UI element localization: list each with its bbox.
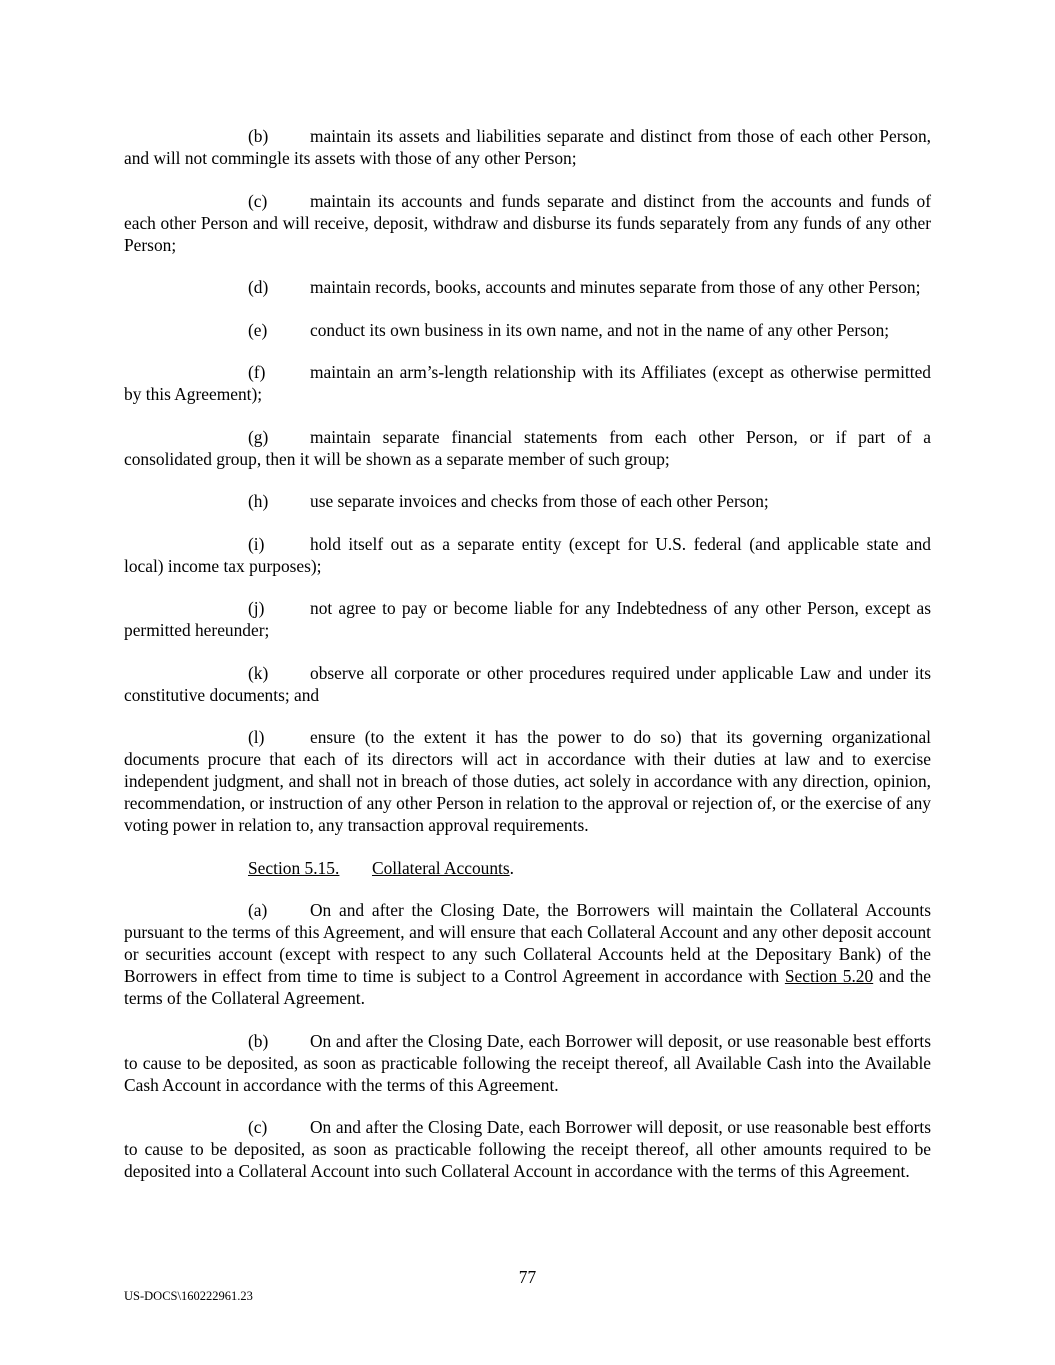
clause-j xyxy=(124,597,931,641)
clause-c xyxy=(124,190,931,256)
clause-b xyxy=(124,125,931,169)
clause-label: (j) xyxy=(248,598,265,618)
clause-label: (d) xyxy=(248,277,269,297)
page-number: 77 xyxy=(518,1267,537,1287)
clause-text: On and after the Closing Date, each Borrower will deposit, or use reasonable best efforts to cause to be deposited, as soon as practicable following the receipt thereof, all other amounts required to be deposited into a Collateral Account into such Collateral Account in accordance with the terms of this Agreement. xyxy=(124,1117,931,1181)
clause-label: (c) xyxy=(248,190,268,211)
clause-text: hold itself out as a separate entity (except for U.S. federal (and applicable state and local) income tax purposes); xyxy=(124,533,931,576)
clause-text: use separate invoices and checks from those of each other Person; xyxy=(310,491,769,511)
clause-e xyxy=(124,319,931,341)
clause-label: (b) xyxy=(248,1030,269,1051)
section-clause-b xyxy=(124,1030,931,1096)
clause-label: (l) xyxy=(248,727,265,747)
clause-f xyxy=(124,361,931,405)
clause-h xyxy=(124,490,931,512)
clause-text: maintain its accounts and funds separate and distinct from the accounts and funds of each other Person and will receive, deposit, withdraw and disburse its funds separately from any funds of any other Person; xyxy=(124,190,931,255)
clause-label: (k) xyxy=(248,662,269,683)
clause-text-before: On and after the Closing Date, the Borrowers will maintain the Collateral Accounts pursuant to the terms of this Agreement, and will ensure that each Collateral Account and any other deposit account or securities account (except with respect to any such Collateral Accounts held at the Depositary Bank) of the Borrowers in effect from time to time is subject to a Control Agreement in accordance with xyxy=(124,900,931,986)
section-number-text: Section 5.15. xyxy=(248,857,340,878)
clause-d xyxy=(124,276,931,298)
section-clause-a xyxy=(124,899,931,1009)
section-clause-c xyxy=(124,1116,931,1182)
section-heading xyxy=(124,857,931,879)
clause-text: conduct its own business in its own name, and not in the name of any other Person; xyxy=(310,319,890,340)
clause-label: (g) xyxy=(248,426,269,447)
section-number xyxy=(248,857,372,879)
section-title: Collateral Accounts xyxy=(372,857,510,878)
document-id-footer: US-DOCS\160222961.23 xyxy=(124,1289,253,1303)
clause-text-after: and the terms of the Collateral Agreement. xyxy=(124,966,931,1008)
clause-text: ensure (to the extent it has the power to do so) that its governing organizational documents procure that each of its directors will act in accordance with their duties at law and to exercise independent judgment, and shall not in breach of those duties, act solely in accordance with any direction, opinion, recommendation, or instruction of any other Person in relation to the approval or rejection of, or the exercise of any voting power in relation to, any transaction approval requirements. xyxy=(124,727,931,835)
clause-label: (e) xyxy=(248,319,268,340)
clause-text: observe all corporate or other procedures required under applicable Law and under its constitutive documents; and xyxy=(124,662,931,705)
clause-g xyxy=(124,426,931,470)
clause-label: (f) xyxy=(248,362,266,382)
section-reference-link: Section 5.20 xyxy=(784,966,874,986)
clause-label: (b) xyxy=(248,126,269,146)
clause-l xyxy=(124,726,931,836)
clause-label: (i) xyxy=(248,533,265,554)
clause-i xyxy=(124,533,931,577)
clause-label: (a) xyxy=(248,900,268,920)
clause-text: maintain an arm’s-length relationship with its Affiliates (except as otherwise permitted by this Agreement); xyxy=(124,362,931,404)
clause-text: not agree to pay or become liable for any Indebtedness of any other Person, except as permitted hereunder; xyxy=(124,598,931,640)
section-title-suffix: . xyxy=(509,857,514,878)
clause-text: On and after the Closing Date, each Borrower will deposit, or use reasonable best efforts to cause to be deposited, as soon as practicable following the receipt thereof, all Available Cash into the Available Cash Account in accordance with the terms of this Agreement. xyxy=(124,1030,931,1095)
clause-text: maintain its assets and liabilities separate and distinct from those of each other Person, and will not commingle its assets with those of any other Person; xyxy=(124,126,931,168)
clause-k xyxy=(124,662,931,706)
clause-text: maintain records, books, accounts and minutes separate from those of any other Person; xyxy=(310,277,921,297)
document-body xyxy=(124,125,931,1203)
clause-label: (h) xyxy=(248,491,269,511)
clause-label: (c) xyxy=(248,1117,268,1137)
clause-text: maintain separate financial statements from each other Person, or if part of a consolidated group, then it will be shown as a separate member of such group; xyxy=(124,426,931,469)
